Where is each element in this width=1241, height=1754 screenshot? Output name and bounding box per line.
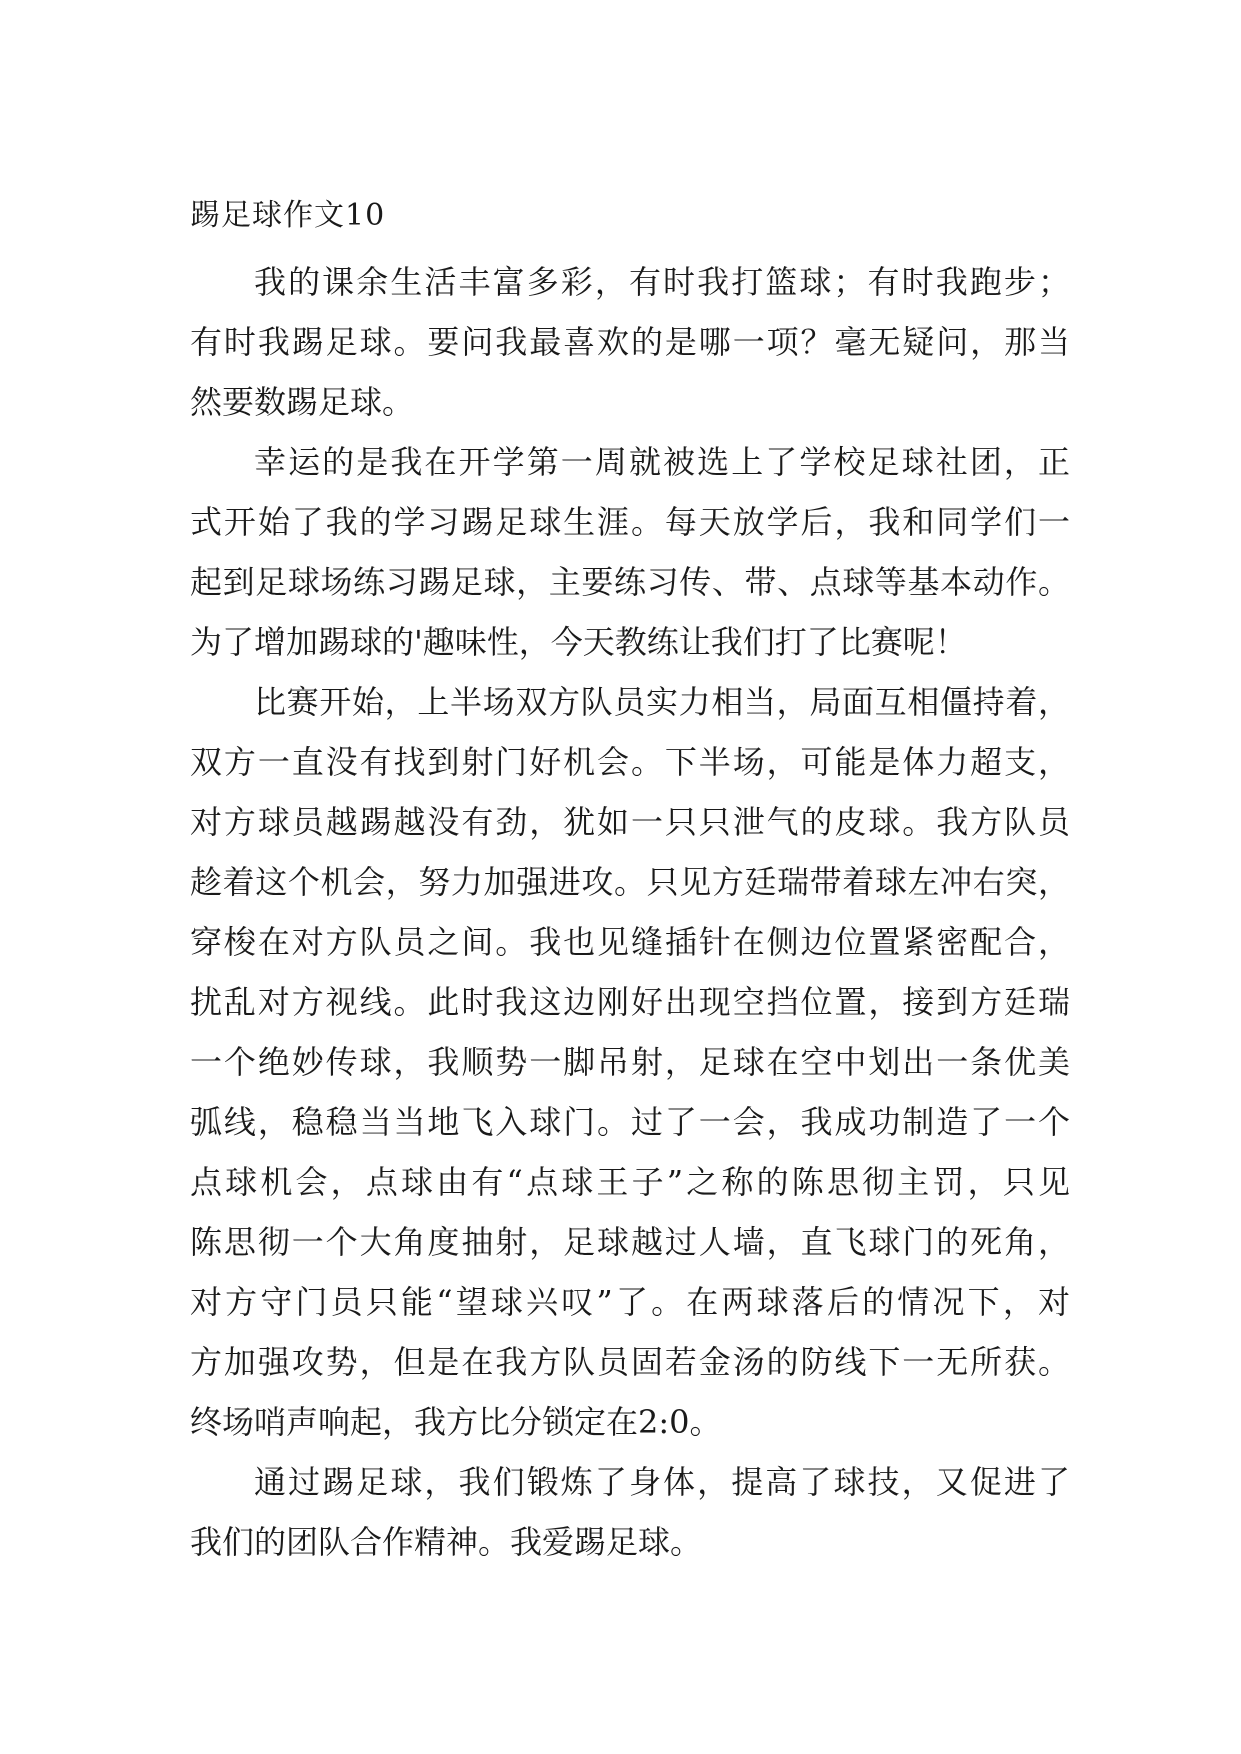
paragraph-1 [190, 252, 1070, 432]
paragraph-line: 比赛开始，上半场双方队员实力相当，局面互相僵持着， [254, 683, 1070, 721]
paragraph-line: 方加强攻势，但是在我方队员固若金汤的防线下一无所获。 [190, 1343, 1070, 1381]
paragraph-line: 陈思彻一个大角度抽射，足球越过人墙，直飞球门的死角， [190, 1223, 1070, 1261]
paragraph-line: 幸运的是我在开学第一周就被选上了学校足球社团，正 [254, 443, 1070, 481]
paragraph-line: 对方守门员只能“望球兴叹”了。在两球落后的情况下，对 [190, 1283, 1070, 1321]
paragraph-line: 我们的团队合作精神。我爱踢足球。 [190, 1523, 703, 1561]
paragraph-line: 弧线，稳稳当当地飞入球门。过了一会，我成功制造了一个 [190, 1103, 1070, 1141]
paragraph-line: 为了增加踢球的'趣味性，今天教练让我们打了比赛呢！ [190, 623, 967, 661]
paragraph-line: 穿梭在对方队员之间。我也见缝插针在侧边位置紧密配合， [190, 923, 1070, 961]
paragraph-line: 点球机会，点球由有“点球王子”之称的陈思彻主罚，只见 [190, 1163, 1070, 1201]
paragraph-line: 有时我踢足球。要问我最喜欢的是哪一项？毫无疑问，那当 [190, 323, 1070, 361]
document-page [190, 192, 1070, 1572]
paragraph-line: 双方一直没有找到射门好机会。下半场，可能是体力超支， [190, 743, 1070, 781]
paragraph-2 [190, 432, 1070, 672]
paragraph-4 [190, 1452, 1070, 1572]
document-title: 踢足球作文10 [190, 198, 386, 233]
paragraph-line: 通过踢足球，我们锻炼了身体，提高了球技，又促进了 [254, 1463, 1070, 1501]
paragraph-line: 式开始了我的学习踢足球生涯。每天放学后，我和同学们一 [190, 503, 1070, 541]
paragraph-line: 趁着这个机会，努力加强进攻。只见方廷瑞带着球左冲右突， [190, 863, 1070, 901]
paragraph-3 [190, 672, 1070, 1452]
paragraph-line: 扰乱对方视线。此时我这边刚好出现空挡位置，接到方廷瑞 [190, 983, 1070, 1021]
paragraph-line: 对方球员越踢越没有劲，犹如一只只泄气的皮球。我方队员 [190, 803, 1070, 841]
paragraph-line: 一个绝妙传球，我顺势一脚吊射，足球在空中划出一条优美 [190, 1043, 1070, 1081]
paragraph-line: 然要数踢足球。 [190, 383, 415, 421]
paragraph-line: 终场哨声响起，我方比分锁定在2:0。 [190, 1403, 722, 1441]
paragraph-line: 我的课余生活丰富多彩，有时我打篮球；有时我跑步； [254, 263, 1070, 301]
paragraph-line: 起到足球场练习踢足球，主要练习传、带、点球等基本动作。 [190, 563, 1070, 601]
